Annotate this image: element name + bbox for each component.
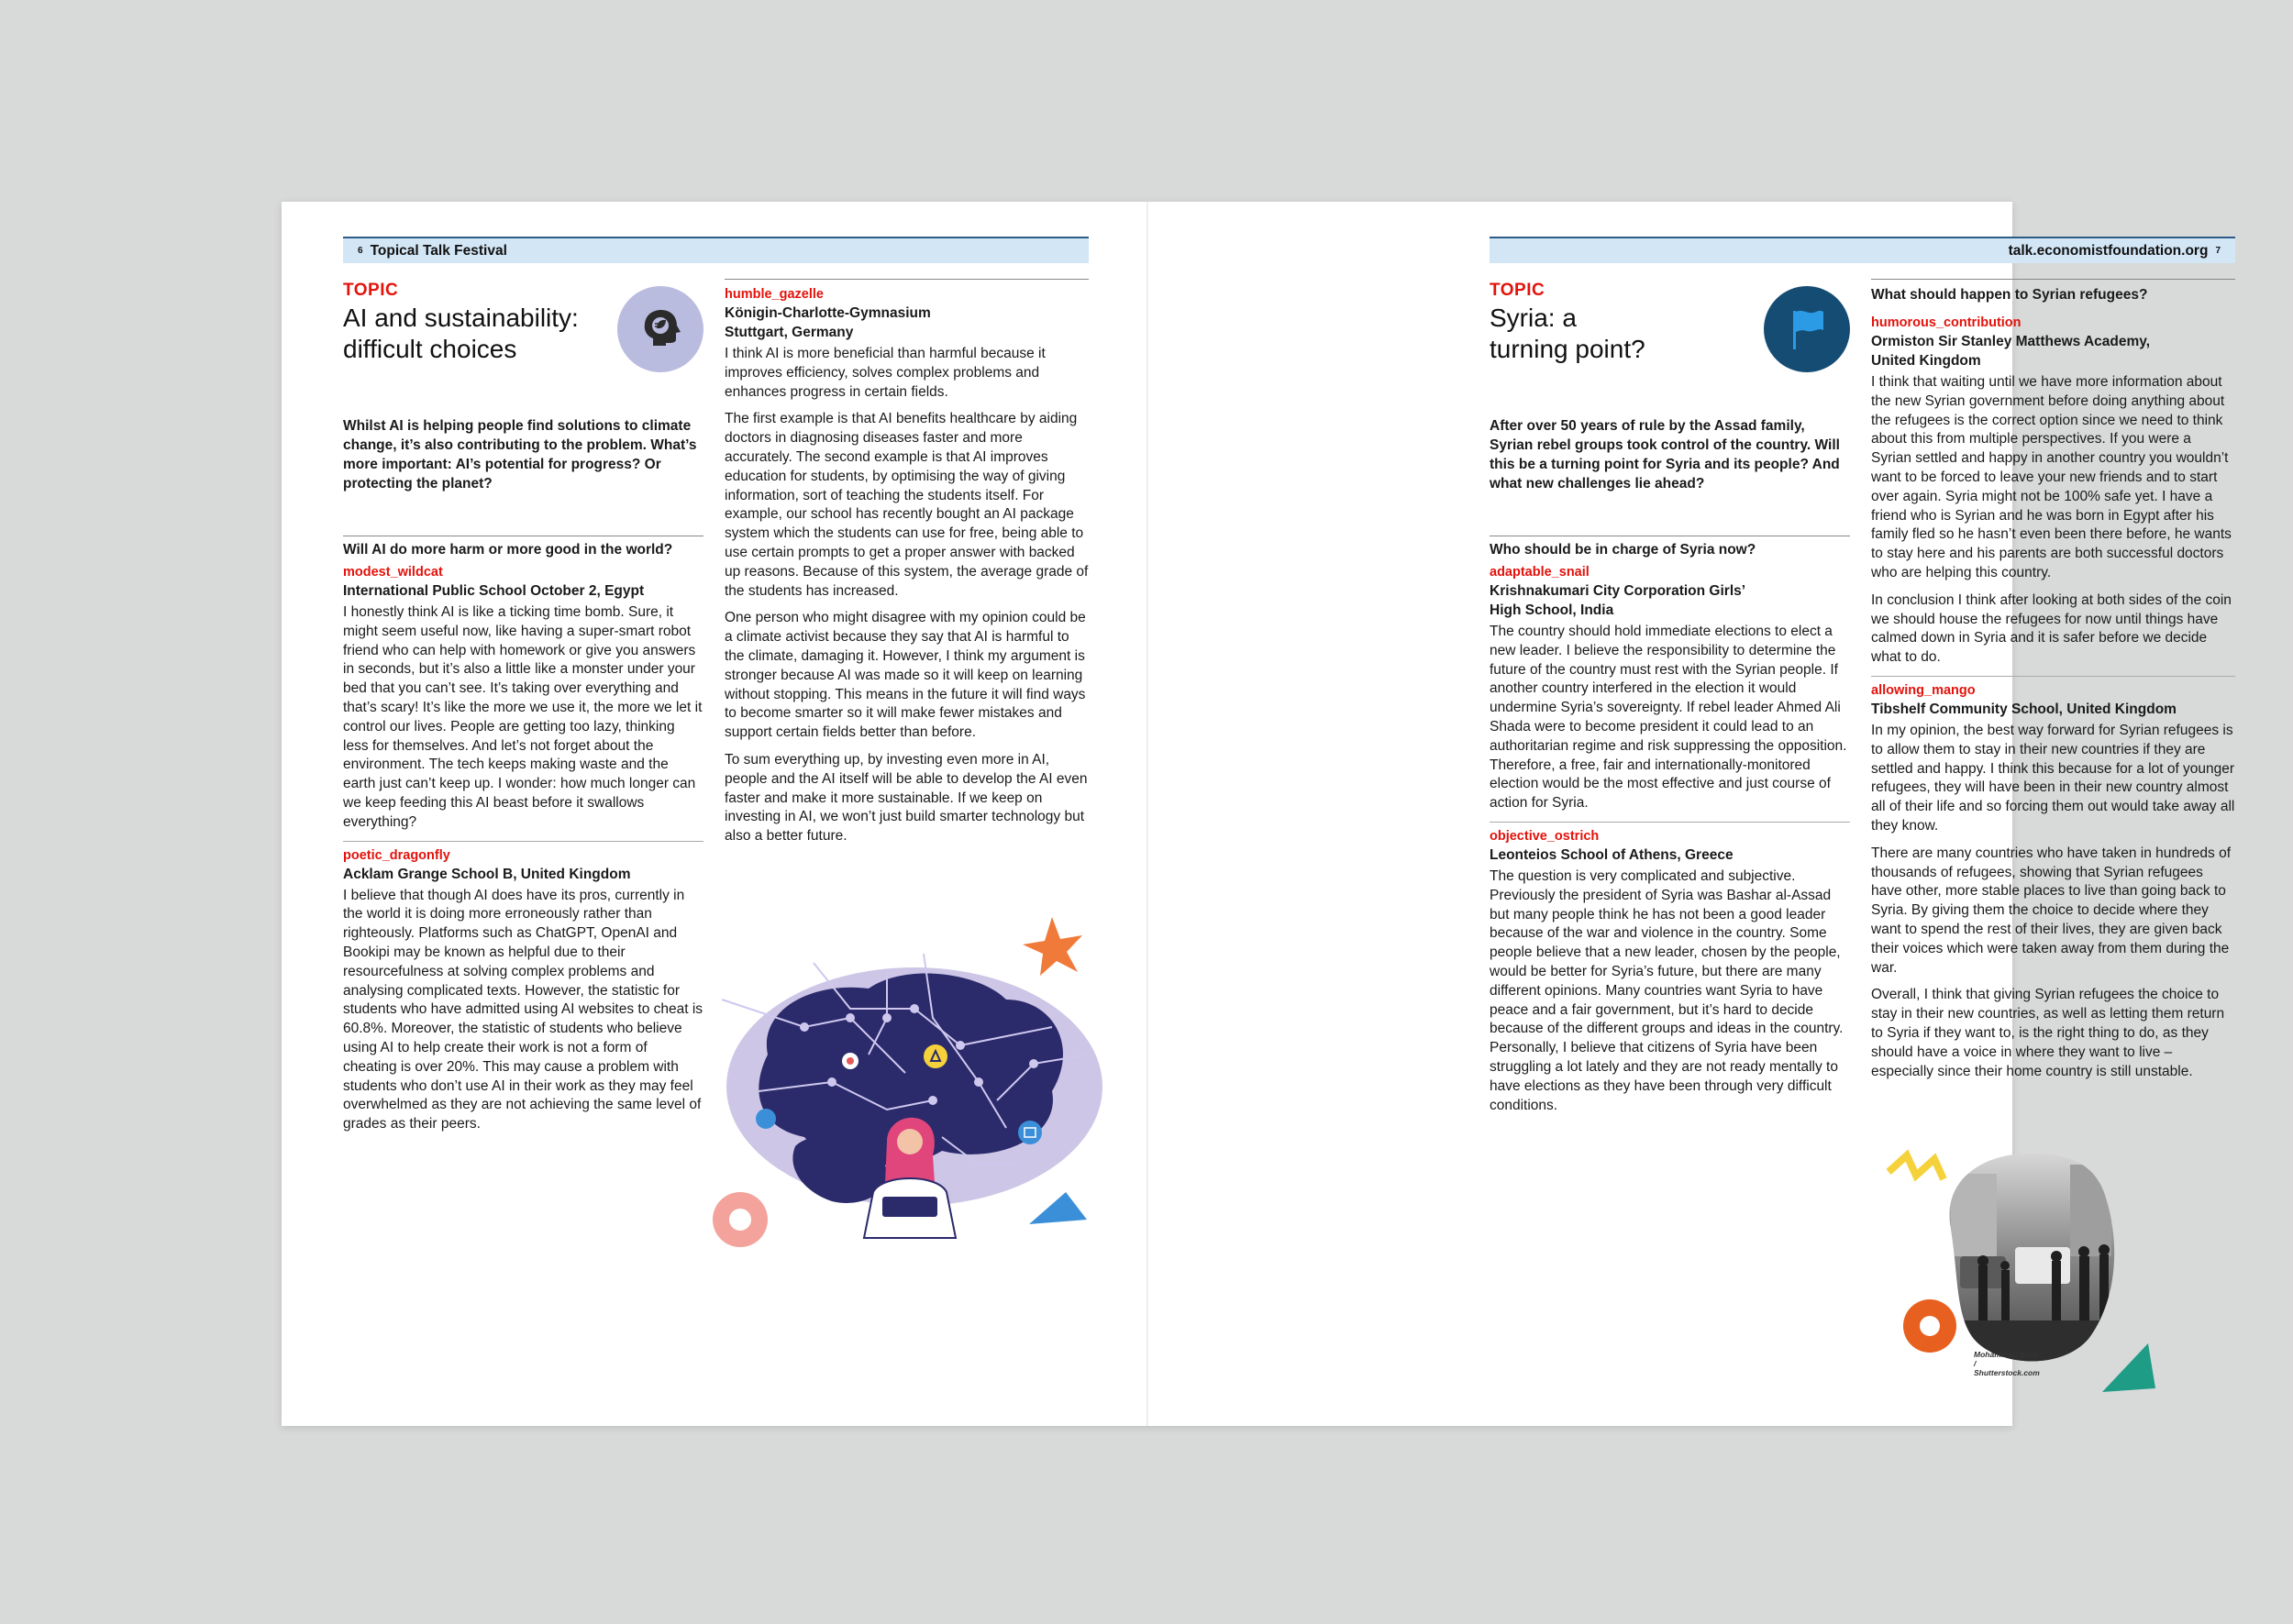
right-running-head bbox=[1490, 237, 2235, 263]
orange-star-shape bbox=[1023, 917, 1082, 976]
school-name-line: Krishnakumari City Corporation Girls’ bbox=[1490, 583, 1746, 599]
entry-paragraph: One person who might disagree with my opinion could be a climate activist because they say that AI is harmful to the climate, damaging it. However, I think my argument is stronger because AI was made so it will keep on learning without stopping. This means in the future it will find ways to become smarter so it will make fewer mistakes and support certain fields better than before. bbox=[725, 610, 1086, 741]
left-column-1 bbox=[343, 279, 703, 1143]
photo-credit-line: Mohammad Bash / bbox=[1974, 1350, 2039, 1368]
entry-paragraph: In my opinion, the best way forward for Syrian refugees is to allow them to stay in their new countries if they are settled and happy. I think this because for a lot of younger refugees, they will have been in their new country almost all of their life and so forcing them out would take away all they know. bbox=[1871, 722, 2235, 834]
syria-photo-collage bbox=[1887, 1146, 2162, 1421]
globe-node-icon bbox=[756, 1109, 776, 1129]
entry-paragraph: I honestly think AI is like a ticking time bomb. Sure, it might seem useful now, like having a super-smart robot friend who can help with homework or give you answers in seconds, but it’s also a little like a monster under your bed that you can’t see. It’s taking over everything and that’s scary! It’s like the more we use it, the more we let it control our lives. People are getting too lazy, thinking less for themselves. And let’s not forget about the environment. The tech keeps making waste and the earth just can’t keep up. I wonder: how much longer can we keep feeding this AI beast before it swallows everything? bbox=[343, 604, 703, 830]
school-name-line: High School, India bbox=[1490, 602, 1614, 618]
recycle-icon bbox=[924, 1044, 947, 1068]
topic-intro: After over 50 years of rule by the Assad family, Syrian rebel groups took control of the country. Will this be a turning point for Syria and its people? And what new challenges lie ahead? bbox=[1490, 418, 1840, 492]
topic-title-line: turning point? bbox=[1490, 335, 1645, 363]
student-entry bbox=[343, 841, 703, 1134]
blue-triangle-shape bbox=[1029, 1192, 1087, 1224]
student-entry bbox=[1490, 563, 1850, 813]
magazine-spread bbox=[282, 202, 2235, 1426]
running-head-url: talk.economistfoundation.org bbox=[2008, 242, 2209, 259]
page-number: 6 bbox=[358, 246, 363, 256]
topic-header bbox=[343, 281, 703, 409]
school-name bbox=[1871, 332, 2235, 370]
left-page bbox=[282, 202, 1146, 1426]
school-name-line: Stuttgart, Germany bbox=[725, 325, 854, 340]
topic-label: TOPIC bbox=[343, 281, 399, 300]
student-handle: humorous_contribution bbox=[1871, 315, 2022, 330]
flag-icon bbox=[1764, 286, 1850, 372]
right-page bbox=[1148, 202, 2235, 1426]
ai-brain-illustration bbox=[703, 908, 1135, 1293]
page-number: 7 bbox=[2215, 246, 2221, 256]
school-name: Tibshelf Community School, United Kingdom bbox=[1871, 701, 2177, 717]
school-name-line: Ormiston Sir Stanley Matthews Academy, bbox=[1871, 334, 2151, 349]
topic-header bbox=[1490, 281, 1850, 409]
left-column-2 bbox=[725, 279, 1089, 855]
student-entry bbox=[1490, 822, 1850, 1115]
photo-credit bbox=[1974, 1350, 2040, 1377]
chip-node-icon bbox=[1018, 1121, 1042, 1144]
entry-paragraph: I think that waiting until we have more information about the new Syrian government before doing anything about the refugees is the correct option since we need to think about this from multiple perspectives. If you were a Syrian settled and happy in another country you wouldn’t want to be forced to leave your new friends and to start over again. Syria might not be 100% safe yet. I have a friend who is Syrian and he was born in Egypt after his family fled so he hasn’t even been there before, he wants to stay here and his parents are both successful doctors who are helping this country. bbox=[1871, 374, 2232, 580]
school-name bbox=[725, 304, 1089, 342]
entry-paragraph: The country should hold immediate elections to elect a new leader. I believe the responsibility to determine the future of the country must rest with the Syrian people. If another country interfered in the election it would undermine Syria’s sovereignty. If rebel leader Ahmed Ali Shada were to become president it could lead to an authoritarian regime and risk suppressing the opposition. Therefore, a free, fair and internationally-monitored election would be the most effective and just course of action for Syria. bbox=[1490, 624, 1847, 812]
student-handle: allowing_mango bbox=[1871, 682, 1976, 698]
right-column-2 bbox=[1871, 279, 2235, 1089]
student-entry bbox=[725, 279, 1089, 846]
student-handle: poetic_dragonfly bbox=[343, 847, 450, 863]
running-head-title: Topical Talk Festival bbox=[370, 242, 507, 259]
entry-paragraph: I believe that though AI does have its pros, currently in the world it is doing more erroneously rather than righteously. Platforms such as ChatGPT, OpenAI and Bookipi may be known as helpful due to their resourcefulness at solving complex problems and analysing complicated texts. However, the statistic for students who have admitted using AI websites to cheat is 60.8%. Moreover, the statistic of students who believe using AI to help create their work is not a form of cheating is over 20%. This may cause a problem with students who don’t use AI in their work as they may feel overwhelmed as they are not achieving the same level of grades as their peers. bbox=[343, 887, 703, 1132]
entry-paragraph: The first example is that AI benefits healthcare by aiding doctors in diagnosing diseases faster and more accurately. The second example is that AI improves education for students, by optimising the way of giving information, sort of teaching the students itself. For example, our school has recently bought an AI package system which the students can use for free, being able to use certain prompts to get a proper answer with backed up reasons. Because of this system, the average grade of the students has increased. bbox=[725, 411, 1089, 599]
school-name: Acklam Grange School B, United Kingdom bbox=[343, 866, 631, 882]
school-name bbox=[1490, 581, 1850, 620]
topic-title-line: Syria: a bbox=[1490, 304, 1577, 332]
student-handle: humble_gazelle bbox=[725, 287, 824, 302]
entry-paragraph: The question is very complicated and subjective. Previously the president of Syria was Bashar al-Assad but many people think he has not been a good leader because of the war and violence in the country. Some people believe that a new leader, chosen by the people, would be better for Syria’s future, but there are many different opinions. Many countries want Syria to have peace and a fair government, but it’s hard to decide because of the different groups and ideas in the country. Personally, I believe that citizens of Syria have been struggling a lot lately and they are not ready mentally to have elections as they have been through very difficult conditions. bbox=[1490, 867, 1844, 1113]
student-entry bbox=[1871, 314, 2235, 668]
topic-title-line: AI and sustainability: bbox=[343, 304, 579, 332]
right-column-1 bbox=[1490, 279, 1850, 1123]
student-entry bbox=[1871, 676, 2235, 1081]
left-running-head bbox=[343, 237, 1089, 263]
yellow-zigzag-shape bbox=[1889, 1155, 1944, 1179]
school-name-line: United Kingdom bbox=[1871, 353, 1981, 369]
topic-title-line: difficult choices bbox=[343, 335, 517, 363]
topic-label: TOPIC bbox=[1490, 281, 1545, 300]
discussion-question: What should happen to Syrian refugees? bbox=[1871, 279, 2235, 304]
entry-paragraph: I think AI is more beneficial than harmful because it improves efficiency, solves complex problems and enhances progress in certain fields. bbox=[725, 346, 1046, 400]
school-name: Leonteios School of Athens, Greece bbox=[1490, 846, 1734, 863]
entry-paragraph: To sum everything up, by investing even more in AI, people and the AI itself will be able to develop the AI even faster and make it more sustainable. If we keep on investing in AI, we won’t just build smarter technology but also a better future. bbox=[725, 751, 1088, 845]
green-triangle-shape bbox=[2102, 1343, 2155, 1392]
entry-paragraph: There are many countries who have taken in hundreds of thousands of refugees, showing that Syrian refugees have other, more stable places to live than going back to Syria. By giving them the choice to decide where they want to spend the rest of their lives, they are given back their voices which were taken away from them during the war. bbox=[1871, 845, 2232, 976]
school-name-line: Königin-Charlotte-Gymnasium bbox=[725, 305, 931, 321]
student-handle: modest_wildcat bbox=[343, 565, 443, 580]
student-handle: adaptable_snail bbox=[1490, 565, 1590, 580]
entry-paragraph: In conclusion I think after looking at both sides of the coin we should house the refugees for now until things have calmed down in Syria and it is safer before we decide what to do. bbox=[1871, 591, 2232, 666]
discussion-question: Will AI do more harm or more good in the world? bbox=[343, 536, 703, 559]
discussion-question: Who should be in charge of Syria now? bbox=[1490, 536, 1850, 559]
school-name: International Public School October 2, Egypt bbox=[343, 583, 645, 599]
student-entry bbox=[343, 563, 703, 833]
ai-head-leaf-icon bbox=[617, 286, 703, 372]
entry-paragraph: Overall, I think that giving Syrian refugees the choice to stay in their new countries, as well as letting them return to Syria if they want to, is the right thing to do, as they should have a voice in where they want to live – especially since their home country is still unstable. bbox=[1871, 987, 2225, 1079]
topic-intro: Whilst AI is helping people find solutions to climate change, it’s also contributing to the problem. What’s more important: AI’s potential for progress? Or protecting the planet? bbox=[343, 418, 697, 492]
student-handle: objective_ostrich bbox=[1490, 828, 1600, 844]
photo-credit-line: Shutterstock.com bbox=[1974, 1368, 2040, 1377]
street-photo bbox=[1933, 1146, 2134, 1385]
